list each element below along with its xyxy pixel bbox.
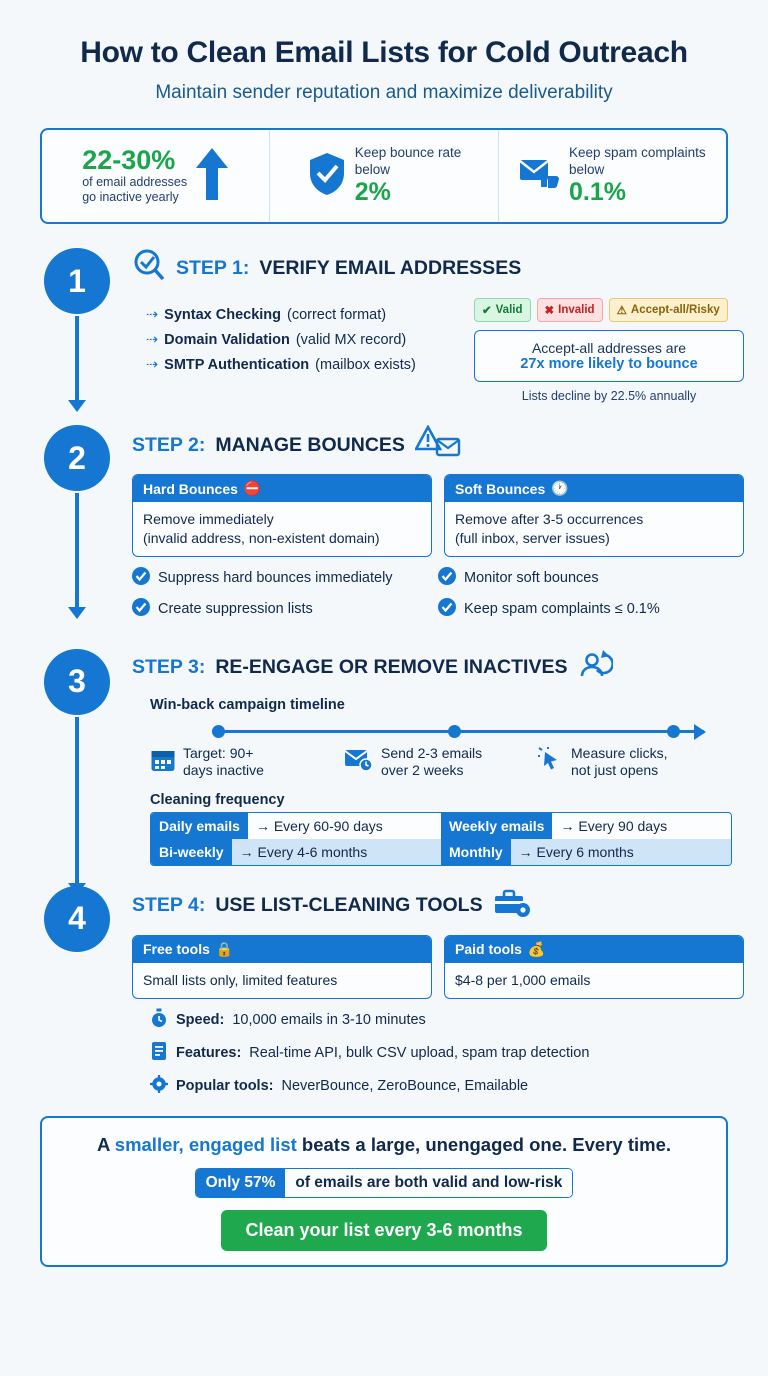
card-line-2: (full inbox, server issues): [455, 529, 610, 546]
hard-bounces-card: [132, 474, 432, 557]
stat-value: 2%: [354, 178, 391, 207]
magnifier-check-icon: [132, 248, 166, 288]
timeline-line-2: days inactive: [183, 762, 264, 779]
list-item: [438, 598, 744, 620]
timeline-label: [381, 745, 482, 780]
list-item: [538, 745, 732, 780]
free-tools-card: [132, 935, 432, 999]
step-1-bullets: [132, 298, 462, 403]
badge-label: Invalid: [558, 304, 595, 316]
bounce-cards: [132, 474, 744, 557]
list-item: [146, 307, 462, 323]
note-line-1: Accept-all addresses are: [531, 340, 687, 356]
timeline-line-2: over 2 weeks: [381, 762, 464, 779]
cta-button[interactable]: Clean your list every 3-6 months: [221, 1210, 546, 1251]
feature-label: Features:: [176, 1044, 242, 1061]
card-line-1: Remove immediately: [143, 511, 274, 527]
card-title: Soft Bounces: [455, 480, 546, 497]
card-header: [133, 475, 431, 502]
card-line-2: (invalid address, non-existent domain): [143, 529, 380, 546]
card-title: Hard Bounces: [143, 480, 238, 497]
table-row: [151, 813, 441, 839]
step-2-label: STEP 2:: [132, 433, 206, 456]
step-connector-line: [75, 316, 79, 404]
feature-speed: [150, 1008, 744, 1032]
badge-label: Accept-all/Risky: [630, 304, 720, 316]
x-icon: ✖: [544, 305, 555, 317]
step-4-label: STEP 4:: [132, 894, 206, 917]
card-body: [133, 502, 431, 556]
check-label: Monitor soft bounces: [464, 569, 599, 586]
bullet-detail: (correct format): [287, 307, 387, 323]
table-row: [441, 839, 731, 865]
checklist-column-left: [132, 567, 438, 629]
page-subtitle: Maintain sender reputation and maximize deliverability: [155, 82, 613, 103]
footer-text-pre: A: [96, 1133, 115, 1155]
status-badges: [474, 298, 744, 322]
money-bag-icon: 💰: [527, 940, 546, 957]
feature-label: Speed:: [176, 1011, 225, 1028]
timeline-arrow: [694, 724, 706, 740]
no-entry-icon: ⛔: [243, 480, 262, 496]
check-circle-icon: [132, 567, 150, 589]
stats-bar: [40, 128, 728, 224]
table-row: [151, 839, 441, 865]
shield-check-icon: [307, 151, 347, 202]
step-3-heading: [132, 649, 744, 687]
tools-cards: [132, 935, 744, 999]
timeline-label: [183, 745, 264, 780]
page-title: How to Clean Email Lists for Cold Outreach: [80, 36, 688, 69]
feature-value: Real-time API, bulk CSV upload, spam trap detection: [249, 1044, 590, 1061]
gear-icon: [150, 1074, 168, 1098]
step-4: [24, 886, 744, 1098]
paid-tools-card: [444, 935, 744, 999]
stat-value: 22-30%: [82, 145, 176, 176]
step-3: [24, 649, 744, 866]
row-key: Daily emails: [151, 813, 248, 839]
check-circle-icon: [438, 598, 456, 620]
up-arrow-icon: [195, 146, 229, 207]
step-1-label: STEP 1:: [176, 256, 250, 279]
warning-email-icon: [415, 425, 461, 465]
lock-icon: 🔒: [215, 940, 234, 957]
step-number-badge: 3: [44, 649, 110, 715]
check-label: Create suppression lists: [158, 600, 313, 617]
stopwatch-icon: [150, 1008, 168, 1032]
feature-features: [150, 1041, 744, 1065]
frequency-title: Cleaning frequency: [150, 791, 285, 808]
card-title: Free tools: [143, 941, 210, 958]
bounce-checklist: [132, 567, 744, 629]
step-connector-arrow: [68, 400, 86, 412]
footer-headline: [52, 1134, 716, 1156]
row-value: → Every 90 days: [560, 817, 668, 834]
step-1-body: [132, 298, 744, 403]
list-item: [438, 567, 744, 589]
cleaning-frequency-table: [150, 812, 732, 866]
list-item: [132, 567, 438, 589]
list-icon: [150, 1041, 168, 1065]
card-body: Small lists only, limited features: [143, 971, 338, 988]
card-header: [133, 936, 431, 963]
feature-popular-tools: [150, 1074, 744, 1098]
check-label: Keep spam complaints ≤ 0.1%: [464, 600, 660, 617]
accept-all-note: [474, 330, 744, 382]
toolbox-gear-icon: [493, 886, 533, 926]
note-line-2: 27x more likely to bounce: [520, 356, 698, 372]
card-line-1: Remove after 3-5 occurrences: [455, 511, 644, 527]
chip-value: of emails are both valid and low-risk: [285, 1169, 572, 1197]
list-item: [146, 357, 462, 373]
feature-label: Popular tools:: [176, 1077, 274, 1094]
row-key: Weekly emails: [441, 813, 552, 839]
timeline-line-1: Target: 90+: [183, 744, 254, 761]
step-2-title: MANAGE BOUNCES: [215, 433, 405, 456]
card-header: [445, 936, 743, 963]
status-badge-valid: [474, 298, 531, 322]
timeline-dot: [448, 725, 461, 738]
footer-summary: [40, 1116, 728, 1267]
row-key: Monthly: [441, 839, 511, 865]
footer-text-post: beats a large, unengaged one. Every time.: [296, 1133, 672, 1155]
user-refresh-icon: [577, 649, 613, 687]
stat-label: of email addresses go inactive yearly: [82, 174, 188, 205]
soft-bounces-card: [444, 474, 744, 557]
timeline-dot: [667, 725, 680, 738]
step-2: [24, 425, 744, 629]
warning-icon: ⚠: [616, 305, 627, 317]
step-connector-arrow: [68, 607, 86, 619]
valid-rate-chip: [195, 1168, 574, 1198]
step-connector-line: [75, 493, 79, 611]
list-item: [132, 598, 438, 620]
check-label: Suppress hard bounces immediately: [158, 569, 393, 586]
card-header: [445, 475, 743, 502]
chip-key: Only 57%: [196, 1169, 286, 1197]
bullet-term: SMTP Authentication: [164, 357, 310, 373]
bullet-term: Syntax Checking: [164, 307, 281, 323]
timeline-label: [571, 745, 667, 780]
card-body: $4-8 per 1,000 emails: [455, 971, 591, 988]
stat-inactive-rate: [42, 130, 269, 222]
footer-text-highlight: smaller, engaged list: [114, 1133, 297, 1155]
cursor-click-icon: [538, 747, 564, 778]
check-icon: ✔: [482, 305, 492, 317]
timeline-line-1: Send 2-3 emails: [381, 744, 483, 761]
step-1-heading: [132, 248, 744, 288]
winback-timeline: [212, 725, 704, 739]
badge-label: Valid: [495, 304, 523, 316]
status-badge-risky: [609, 298, 728, 322]
step-4-heading: [132, 886, 744, 926]
timeline-title: Win-back campaign timeline: [150, 696, 345, 713]
bullet-detail: (valid MX record): [295, 332, 407, 348]
checklist-column-right: [438, 567, 744, 629]
row-value: → Every 4-6 months: [239, 843, 368, 860]
arrow-bullet-icon: ⇢: [146, 357, 159, 373]
list-item: [150, 745, 344, 780]
card-body: [445, 502, 743, 556]
step-2-heading: [132, 425, 744, 465]
step-1-side: [474, 298, 744, 403]
card-title: Paid tools: [455, 941, 522, 958]
feature-value: NeverBounce, ZeroBounce, Emailable: [281, 1077, 529, 1094]
calendar-icon: [150, 747, 176, 778]
status-badge-invalid: [537, 298, 603, 322]
bullet-detail: (mailbox exists): [315, 357, 416, 373]
list-item: [146, 332, 462, 348]
arrow-bullet-icon: ⇢: [146, 332, 159, 348]
step-1-title: VERIFY EMAIL ADDRESSES: [259, 256, 522, 279]
step-connector-line: [75, 717, 79, 887]
step-number-badge: 2: [44, 425, 110, 491]
step-3-title: RE-ENGAGE OR REMOVE INACTIVES: [215, 656, 568, 679]
stat-spam-complaints: [498, 130, 726, 222]
timeline-line-1: Measure clicks,: [571, 744, 668, 761]
check-circle-icon: [438, 567, 456, 589]
timeline-items: [150, 745, 732, 780]
decline-note: Lists decline by 22.5% annually: [521, 389, 697, 403]
stat-label: Keep spam complaints below: [569, 144, 706, 177]
table-row: [441, 813, 731, 839]
check-circle-icon: [132, 598, 150, 620]
row-key: Bi-weekly: [151, 839, 232, 865]
row-value: → Every 60-90 days: [255, 817, 383, 834]
stat-value: 0.1%: [569, 178, 627, 207]
row-value: → Every 6 months: [518, 843, 634, 860]
bullet-term: Domain Validation: [164, 332, 290, 348]
timeline-line-2: not just opens: [571, 762, 659, 779]
email-clock-icon: [344, 747, 374, 778]
arrow-bullet-icon: ⇢: [146, 307, 159, 323]
timeline-dot: [212, 725, 225, 738]
stat-label: Keep bounce rate below: [354, 144, 462, 177]
stat-bounce-rate: [269, 130, 497, 222]
email-thumbsdown-icon: [519, 154, 561, 199]
step-number-badge: 4: [44, 886, 110, 952]
step-4-title: USE LIST-CLEANING TOOLS: [215, 894, 483, 917]
step-3-label: STEP 3:: [132, 656, 206, 679]
list-item: [344, 745, 538, 780]
clock-icon: 🕐: [551, 480, 569, 496]
step-1: [24, 248, 744, 403]
feature-value: 10,000 emails in 3-10 minutes: [232, 1011, 426, 1028]
step-number-badge: 1: [44, 248, 110, 314]
